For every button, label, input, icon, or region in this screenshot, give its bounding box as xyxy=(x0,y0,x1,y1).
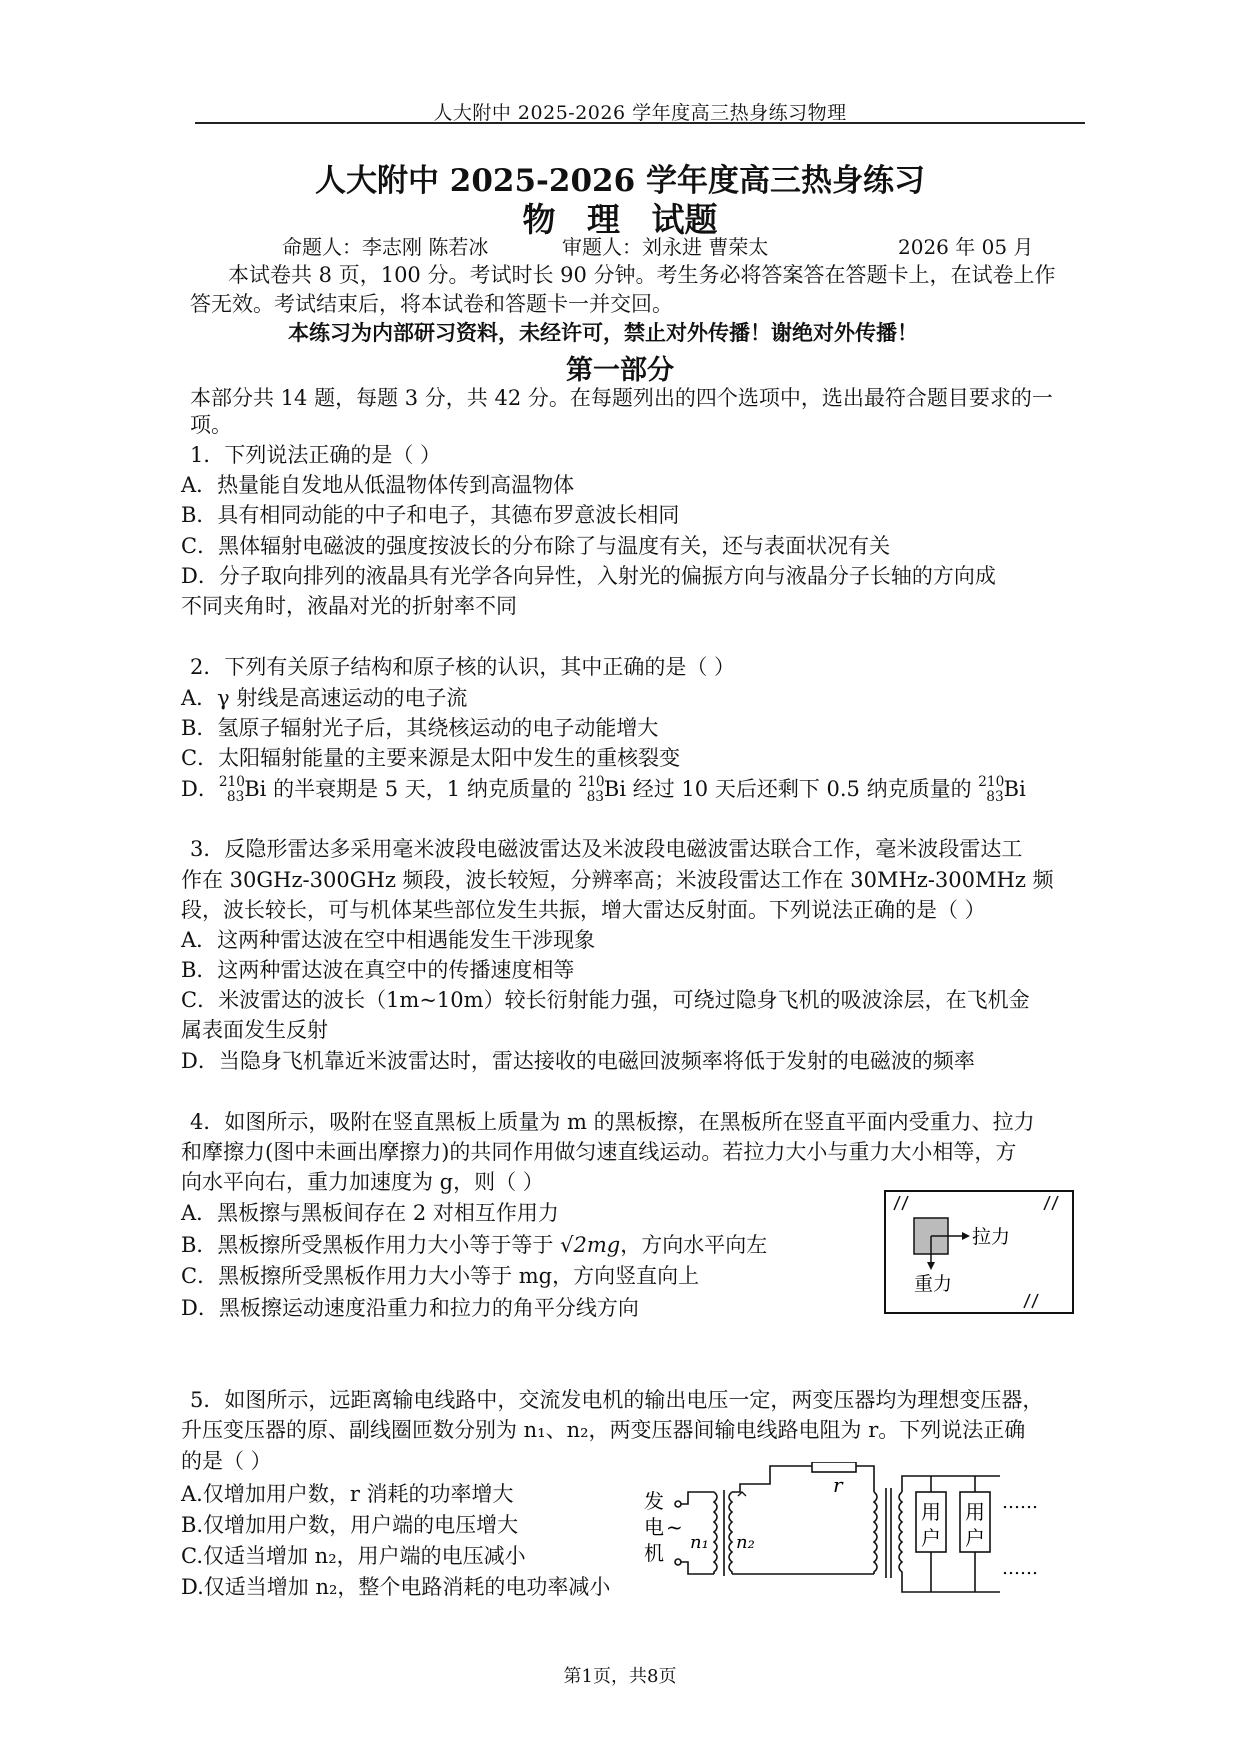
q2-d-part1: 的半衰期是 5 天，1 纳克质量的 xyxy=(266,777,579,801)
q1-option-a: A．热量能自发地从低温物体传到高温物体 xyxy=(181,473,575,497)
q5-stem: 5．如图所示，远距离输电线路中，交流发电机的输出电压一定，两变压器均为理想变压器， xyxy=(190,1388,1044,1412)
gravity-arrowhead xyxy=(927,1262,935,1270)
q2-d-prefix: D． xyxy=(181,777,219,801)
exam-title: 人大附中 2025-2026 学年度高三热身练习 xyxy=(314,163,925,199)
nuclide-element: Bi xyxy=(1003,777,1026,801)
section-desc: 项。 xyxy=(190,413,232,437)
generator-label-3: 机 xyxy=(644,1541,664,1565)
q3-option-a: A．这两种雷达波在空中相遇能发生干涉现象 xyxy=(181,928,596,952)
q5-option-a: A.仅增加用户数，r 消耗的功率增大 xyxy=(181,1482,514,1506)
nuclide-symbol xyxy=(978,776,1026,806)
q4-option-a: A．黑板擦与黑板间存在 2 对相互作用力 xyxy=(181,1201,559,1225)
nuclide-symbol xyxy=(219,776,267,806)
q5-stem: 升压变压器的原、副线圈匝数分别为 n₁、n₂，两变压器间输电线路电阻为 r。下列说法正确 xyxy=(181,1418,1026,1442)
q1-option-c: C．黑体辐射电磁波的强度按波长的分布除了与温度有关，还与表面状况有关 xyxy=(181,534,891,558)
nuclide-element: Bi xyxy=(244,777,267,801)
n1-label: n₁ xyxy=(690,1532,709,1553)
q4-stem: 向水平向右，重力加速度为 g，则（ ） xyxy=(181,1170,544,1194)
section-desc: 本部分共 14 题，每题 3 分，共 42 分。在每题列出的四个选项中，选出最符合题目要求的一 xyxy=(190,386,1053,410)
q2-d-part2: 经过 10 天后还剩下 0.5 纳克质量的 xyxy=(626,777,979,801)
q4-b-suffix: ，方向水平向左 xyxy=(620,1233,768,1257)
gravity-label: 重力 xyxy=(914,1273,953,1295)
resistor-label: r xyxy=(833,1473,843,1497)
nuclide-atomic: 83 xyxy=(986,789,1004,806)
exam-date: 2026 年 05 月 xyxy=(898,235,1034,259)
instruction-line: 本试卷共 8 页，100 分。考试时长 90 分钟。考生务必将答案答在答题卡上，在试卷上作 xyxy=(228,263,1056,287)
q4-stem: 4．如图所示，吸附在竖直黑板上质量为 m 的黑板擦，在黑板所在竖直平面内受重力、拉力 xyxy=(190,1110,1035,1134)
continuation-dots: …… xyxy=(1002,1492,1038,1513)
nuclide-mass: 210 xyxy=(978,774,1005,790)
q2-option-c: C．太阳辐射能量的主要来源是太阳中发生的重核裂变 xyxy=(181,746,681,770)
q4-b-prefix: B．黑板擦所受黑板作用力大小等于等于 xyxy=(181,1233,561,1257)
nuclide-atomic: 83 xyxy=(226,789,245,806)
q3-option-c-cont: 属表面发生反射 xyxy=(181,1018,328,1042)
q5-stem: 的是（ ） xyxy=(181,1449,272,1473)
q3-stem: 段，波长较长，可与机体某些部位发生共振，增大雷达反射面。下列说法正确的是（ ） xyxy=(181,898,986,922)
q3-stem: 作在 30GHz-300GHz 频段，波长较短，分辨率高；米波段雷达工作在 30MHz-300MHz 频 xyxy=(181,868,1054,892)
header-rule xyxy=(195,122,1085,124)
q5-option-d: D.仅适当增加 n₂，整个电路消耗的电功率减小 xyxy=(181,1575,611,1599)
q2-option-b: B．氢原子辐射光子后，其绕核运动的电子动能增大 xyxy=(181,716,659,740)
q2-option-a: A．γ 射线是高速运动的电子流 xyxy=(181,686,468,710)
q3-option-c: C．米波雷达的波长（1m~10m）较长衍射能力强，可绕过隐身飞机的吸波涂层，在飞机金 xyxy=(181,988,1030,1012)
user-label-1: 用 xyxy=(965,1500,985,1524)
proposer: 命题人：李志刚 陈若冰 xyxy=(282,235,489,259)
q1-option-b: B．具有相同动能的中子和电子，其德布罗意波长相同 xyxy=(181,503,680,527)
q2-option-d xyxy=(181,776,1026,806)
transmission-circuit-figure xyxy=(640,1462,1080,1610)
q4-option-c: C．黑板擦所受黑板作用力大小等于 mg，方向竖直向上 xyxy=(181,1264,700,1288)
q3-stem: 3．反隐形雷达多采用毫米波段电磁波雷达及米波段电磁波雷达联合工作，毫米波段雷达工 xyxy=(190,837,1023,861)
q5-option-c: C.仅适当增加 n₂，用户端的电压减小 xyxy=(181,1544,526,1568)
user-label-2: 户 xyxy=(965,1526,985,1550)
n2-label: n₂ xyxy=(736,1532,755,1553)
sqrt-expression: √2mg xyxy=(560,1233,621,1257)
instruction-line: 答无效。考试结束后，将本试卷和答题卡一并交回。 xyxy=(190,292,673,316)
running-header: 人大附中 2025-2026 学年度高三热身练习物理 xyxy=(433,102,847,124)
user-label-2: 户 xyxy=(921,1526,941,1550)
page-footer: 第1页，共8页 xyxy=(563,1666,677,1687)
generator-tilde: ~ xyxy=(666,1515,683,1539)
pull-label: 拉力 xyxy=(972,1226,1011,1248)
q3-option-d: D．当隐身飞机靠近米波雷达时，雷达接收的电磁回波频率将低于发射的电磁波的频率 xyxy=(181,1049,975,1073)
q4-option-d: D．黑板擦运动速度沿重力和拉力的角平分线方向 xyxy=(181,1296,639,1320)
notice: 本练习为内部研习资料，未经许可，禁止对外传播！谢绝对外传播！ xyxy=(288,320,918,345)
nuclide-atomic: 83 xyxy=(586,789,604,806)
subject-title: 物 理 试题 xyxy=(522,200,718,239)
nuclide-mass: 210 xyxy=(578,774,605,790)
q5-option-b: B.仅增加用户数，用户端的电压增大 xyxy=(181,1513,519,1537)
continuation-dots: …… xyxy=(1002,1558,1038,1579)
pull-arrowhead xyxy=(962,1232,970,1240)
nuclide-mass: 210 xyxy=(218,774,245,790)
blackboard-eraser-figure xyxy=(884,1190,1074,1314)
generator-label-1: 发 xyxy=(644,1489,664,1513)
user-label-1: 用 xyxy=(921,1500,941,1524)
q4-stem: 和摩擦力(图中未画出摩擦力)的共同作用做匀速直线运动。若拉力大小与重力大小相等，方 xyxy=(181,1140,1017,1164)
q2-stem: 2．下列有关原子结构和原子核的认识，其中正确的是（ ） xyxy=(190,655,736,679)
section-title: 第一部分 xyxy=(566,355,674,386)
q1-option-d-cont: 不同夹角时，液晶对光的折射率不同 xyxy=(181,594,517,618)
nuclide-element: Bi xyxy=(603,777,627,801)
q3-option-b: B．这两种雷达波在真空中的传播速度相等 xyxy=(181,958,575,982)
reviewer: 审题人：刘永进 曹荣太 xyxy=(562,235,769,259)
q1-stem: 1．下列说法正确的是（ ） xyxy=(190,443,442,467)
q1-option-d: D．分子取向排列的液晶具有光学各向异性，入射光的偏振方向与液晶分子长轴的方向成 xyxy=(181,564,996,588)
generator-label-2: 电 xyxy=(644,1515,664,1539)
q4-option-b xyxy=(181,1233,767,1258)
nuclide-symbol xyxy=(579,776,627,806)
